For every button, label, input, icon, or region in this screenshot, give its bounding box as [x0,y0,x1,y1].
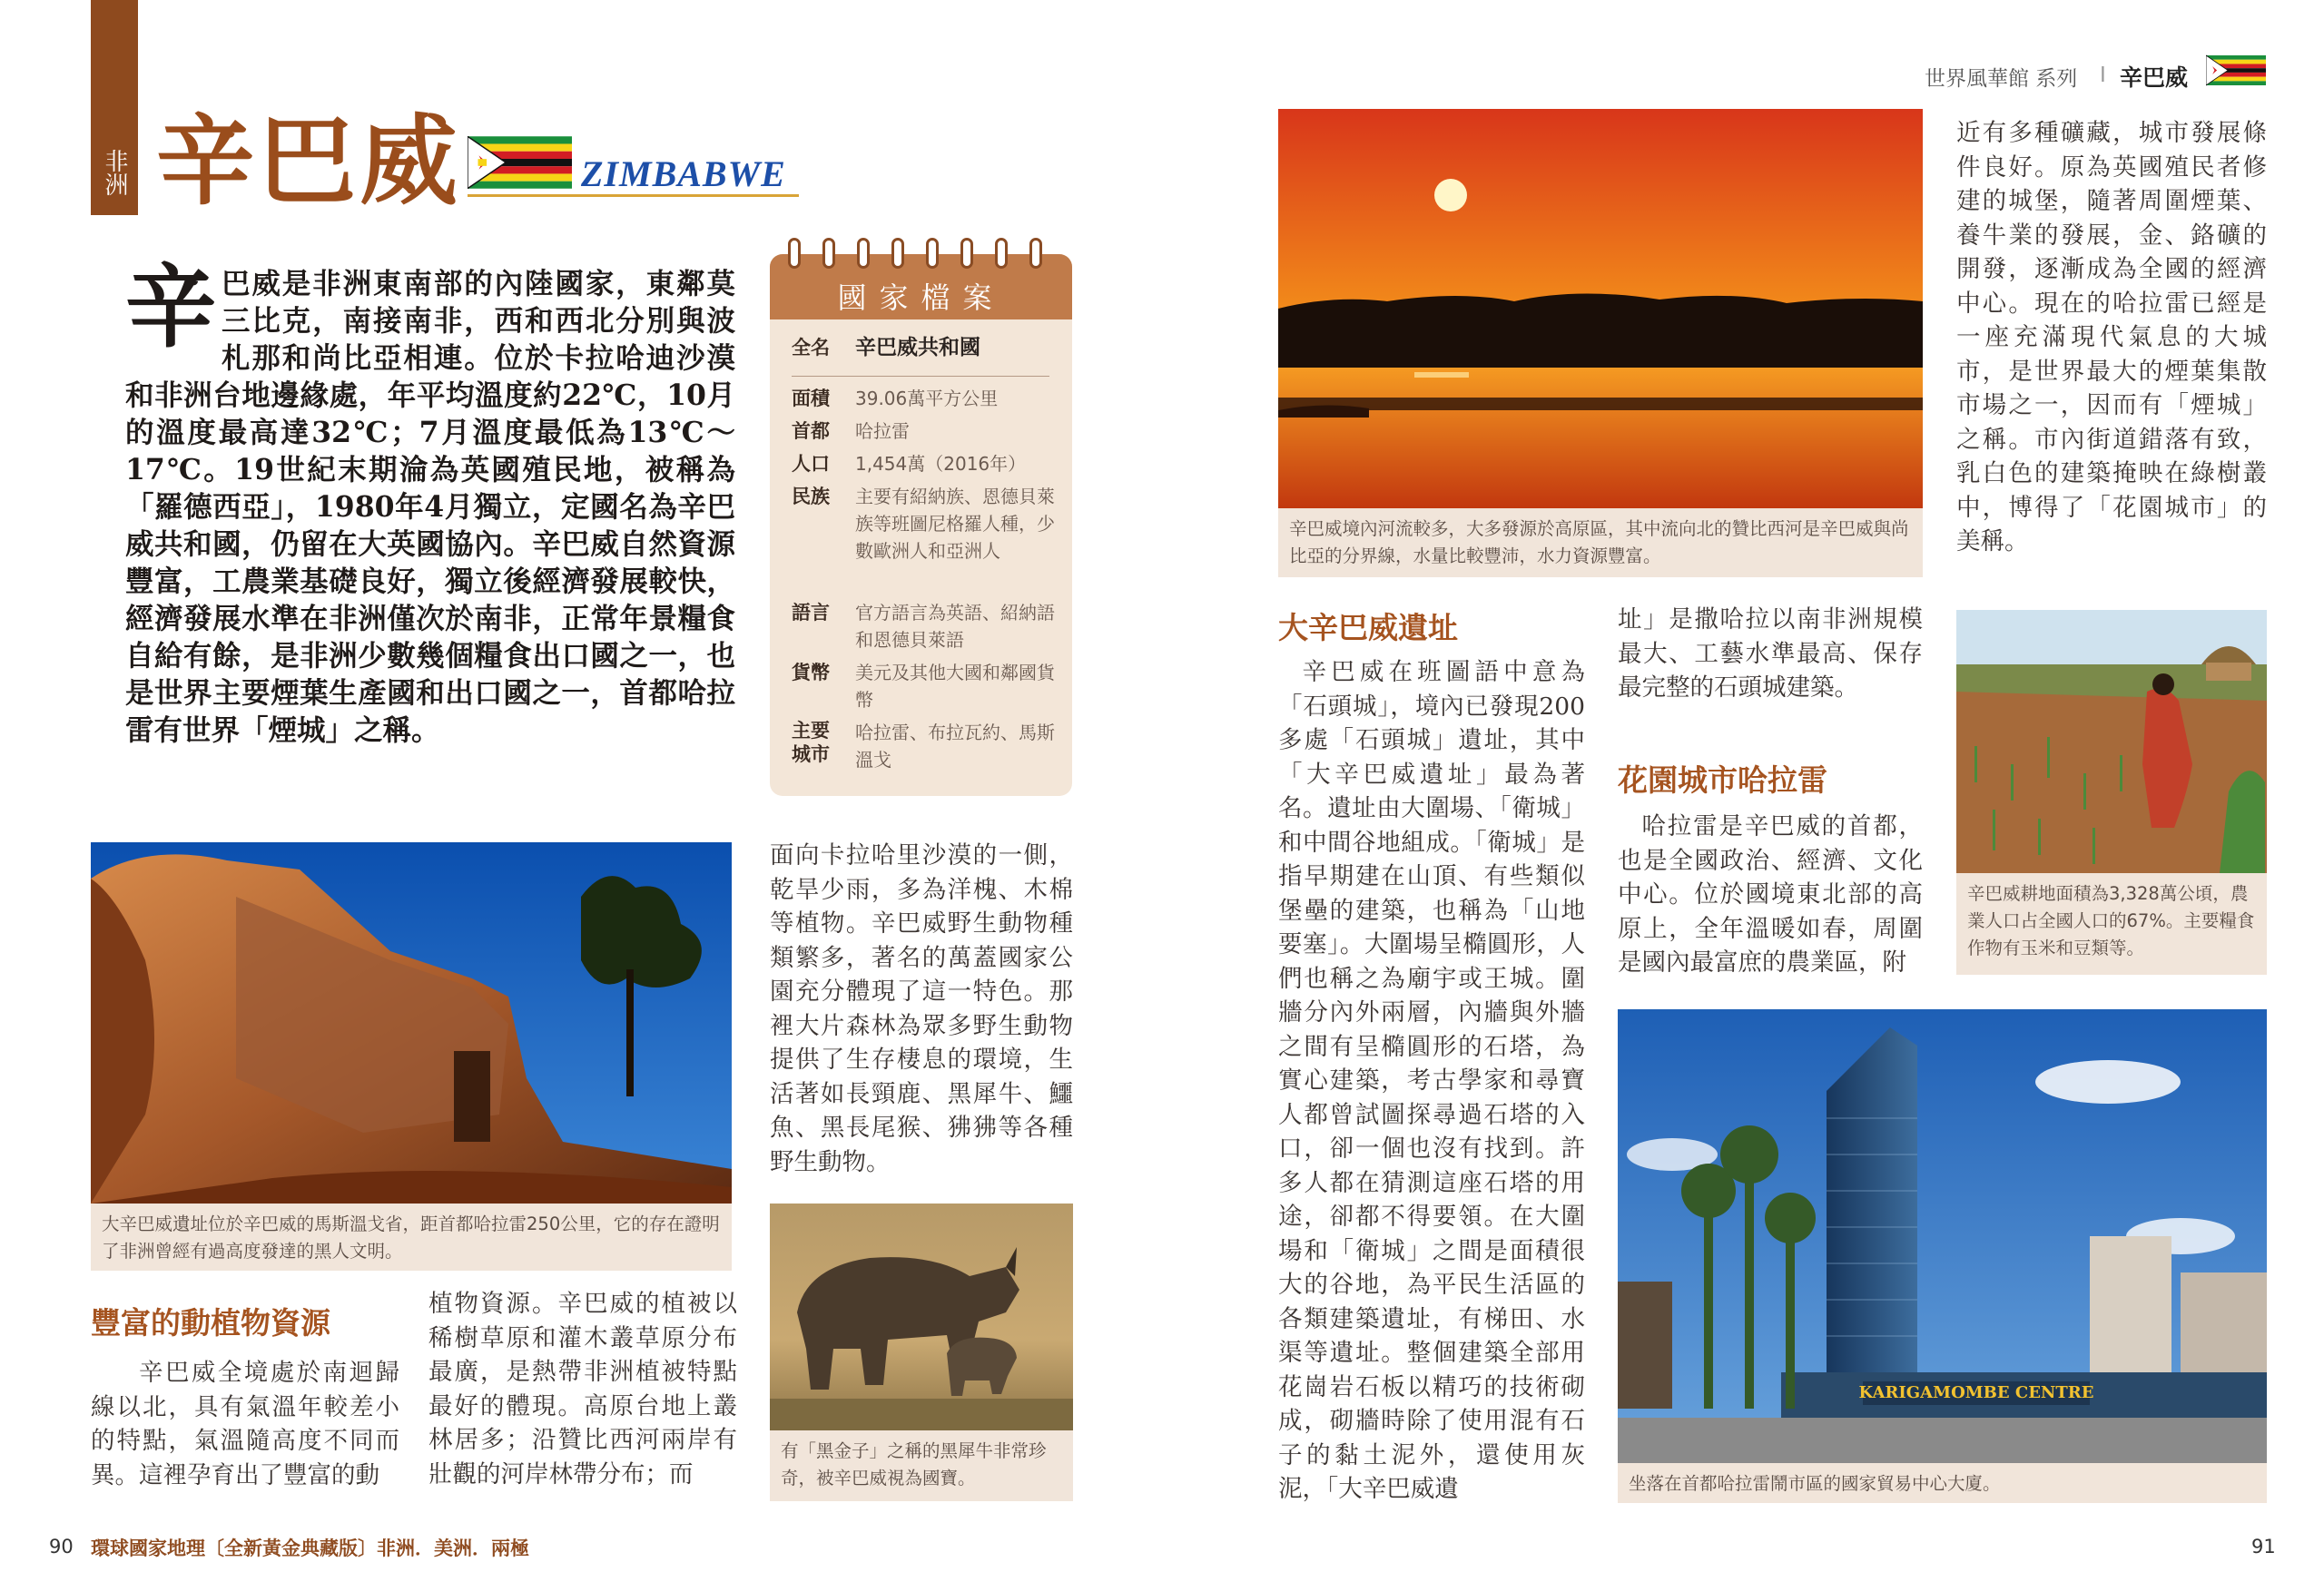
fact-value: 美元及其他大國和鄰國貨幣 [855,662,1055,711]
binder-ring-icon [995,238,1008,269]
binder-ring-icon [1029,238,1042,269]
binder-ring-icon [926,238,939,269]
fact-value: 39.06萬平方公里 [855,388,999,409]
flora-column-3: 面向卡拉哈里沙漠的一側，乾旱少雨，多為洋槐、木棉等植物。辛巴威野生動物種類繁多，著名的萬蓋國家公園充分體現了這一特色。那裡大片森林為眾多野生動物提供了生存棲息的環境，生活著如長頸鹿、黑犀牛、鱷魚、黑長尾猴、狒狒等各種野生動物。 [770,841,1073,1176]
flora-section-heading: 豐富的動植物資源 [91,1305,330,1341]
fact-row-ethnic [792,483,1064,565]
series-country: 辛巴威 [2120,64,2189,91]
fact-key: 面積 [792,388,830,409]
page-number-right: 91 [2251,1536,2276,1557]
fact-key: 人口 [792,453,830,475]
farm-caption: 辛巴威耕地面積為3,328萬公頃，農業人口占全國人口的67%。主要糧食作物有玉米和豆類等。 [1956,873,2267,975]
rhino-caption: 有「黑金子」之稱的黑犀牛非常珍奇，被辛巴威視為國寶。 [770,1430,1073,1501]
intro-text: 巴威是非洲東南部的內陸國家，東鄰莫三比克，南接南非，西和西北分別與波札那和尚比亞相連。位於卡拉哈迪沙漠和非洲台地邊緣處，年平均溫度約22℃，10月的溫度最高達32℃；7月溫度最低為13℃～17℃。19世紀末期淪為英國殖民地，被稱為「羅德西亞」，1980年4月獨立，定國名為辛巴威共和國，仍留在大英國協內。辛巴威自然資源豐富，工農業基礎良好，獨立後經濟發展較快，經濟發展水準在非洲僅次於南非，正常年景糧食自給有餘，是非洲少數幾個糧食出口國之一，也是世界主要煙葉生產國和出口國之一，首都哈拉雷有世界「煙城」之稱。 [125,267,735,747]
fact-key: 首都 [792,420,830,442]
english-country-name: ZIMBABWE [581,153,786,194]
fact-row-capital [792,418,1064,445]
fact-key: 全名 [792,337,830,359]
page-title: 辛巴威 [156,104,462,219]
series-label: 世界風華館 系列 [1925,67,2078,91]
fact-value: 主要有紹納族、恩德貝萊族等班圖尼格羅人種，少數歐洲人和亞洲人 [855,486,1055,562]
building-sign: KARIGAMOMBE CENTRE [1858,1383,2094,1402]
building-caption: 坐落在首都哈拉雷鬧市區的國家貿易中心大廈。 [1618,1463,2267,1503]
binder-ring-icon [891,238,904,269]
fact-divider [792,376,1049,377]
region-label: 非洲 [101,149,128,196]
fact-value: 1,454萬（2016年） [855,453,1027,475]
fact-key: 主要城市 [792,720,830,765]
ruins-caption: 大辛巴威遺址位於辛巴威的馬斯溫戈省，距首都哈拉雷250公里，它的存在證明了非洲曾經有過高度發達的黑人文明。 [91,1204,732,1271]
fact-row-cities [792,719,1064,773]
page-number-left: 90 [49,1536,74,1557]
ruins-section-heading: 大辛巴威遺址 [1278,610,1458,645]
trade-centre-photo [1618,1009,2267,1463]
fact-key: 民族 [792,486,830,507]
binder-ring-icon [822,238,835,269]
ruins-column-1: 辛巴威在班圖語中意為「石頭城」，境內已發現200多處「石頭城」遺址，其中「大辛巴威遺址」最為著名。遺址由大圍場、「衛城」和中間谷地組成。「衛城」是指早期建在山頂、有些類似堡壘的建築，也稱為「山地要塞」。大圍場呈橢圓形，人們也稱之為廟宇或王城。圍牆分內外兩層，內牆與外牆之間有呈橢圓形的石塔，為實心建築，考古學家和尋寶人都曾試圖探尋過石塔的入口，卻一個也沒有找到。許多人都在猜測這座石塔的用途，卻都不得要領。在大圍場和「衛城」之間是面積很大的谷地，為平民生活區的各類建築遺址，有梯田、水渠等遺址。整個建築全部用花崗岩石板以精巧的技術砌成，砌牆時除了使用混有石子的黏土泥外，還使用灰泥，「大辛巴威遺 [1278,658,1585,1503]
sunset-caption: 辛巴威境內河流較多，大多發源於高原區，其中流向北的贊比西河是辛巴威與尚比亞的分界線，水量比較豐沛，水力資源豐富。 [1278,508,1923,577]
binder-ring-icon [960,238,973,269]
fact-row-fullname [792,334,1064,361]
fact-value: 哈拉雷 [855,420,910,442]
fact-row-language [792,599,1064,653]
harare-column-1: 哈拉雷是辛巴威的首都，也是全國政治、經濟、文化中心。位於國境東北部的高原上，全年溫暖如春，周圍是國內最富庶的農業區，附 [1618,812,1923,977]
zimbabwe-flag-icon [468,136,572,189]
harare-section-heading: 花園城市哈拉雷 [1618,762,1827,798]
black-rhino-photo [770,1204,1073,1430]
farmland-photo [1956,610,2267,873]
title-underline [468,194,799,197]
binder-ring-icon [857,238,870,269]
fact-row-currency [792,659,1064,713]
flora-column-1: 辛巴威全境處於南迴歸線以北，具有氣溫年較差小的特點，氣溫隨高度不同而異。這裡孕育出了豐富的動 [91,1359,399,1489]
ruins-column-2: 址」是撒哈拉以南非洲規模最大、工藝水準最高、保存最完整的石頭城建築。 [1618,605,1923,702]
harare-column-2: 近有多種礦藏，城市發展條件良好。原為英國殖民者修建的城堡，隨著周圍煙葉、養牛業的發展，金、鉻礦的開發，逐漸成為全國的經濟中心。現在的哈拉雷已經是一座充滿現代氣息的大城市，是世界最大的煙葉集散市場之一，因而有「煙城」之稱。市內街道錯落有致，乳白色的建築掩映在綠樹叢中，博得了「花園城市」的美稱。 [1956,119,2267,555]
flora-column-2: 植物資源。辛巴威的植被以稀樹草原和灌木叢草原分布最廣，是熱帶非洲植被特點最好的體現。高原台地上叢林居多；沿贊比西河兩岸有壯觀的河岸林帶分布；而 [428,1290,737,1488]
fact-value: 哈拉雷、布拉瓦約、馬斯溫戈 [855,722,1055,771]
drop-cap: 辛 [125,253,216,360]
book-title: 環球國家地理〔全新黃金典藏版〕非洲．美洲．兩極 [91,1537,529,1559]
series-separator: I [2100,64,2106,87]
binder-ring-icon [788,238,801,269]
fact-value: 官方語言為英語、紹納語和恩德貝萊語 [855,602,1055,651]
river-sunset-photo [1278,109,1923,508]
fact-row-area [792,385,1064,412]
intro-paragraph [125,253,735,749]
great-zimbabwe-ruins-photo [91,842,732,1204]
zimbabwe-flag-icon [2206,54,2266,86]
fact-row-population [792,450,1064,477]
fact-card-heading: 國家檔案 [837,280,1005,315]
fact-key: 貨幣 [792,662,830,683]
fact-key: 語言 [792,602,830,624]
fact-value: 辛巴威共和國 [855,336,980,359]
